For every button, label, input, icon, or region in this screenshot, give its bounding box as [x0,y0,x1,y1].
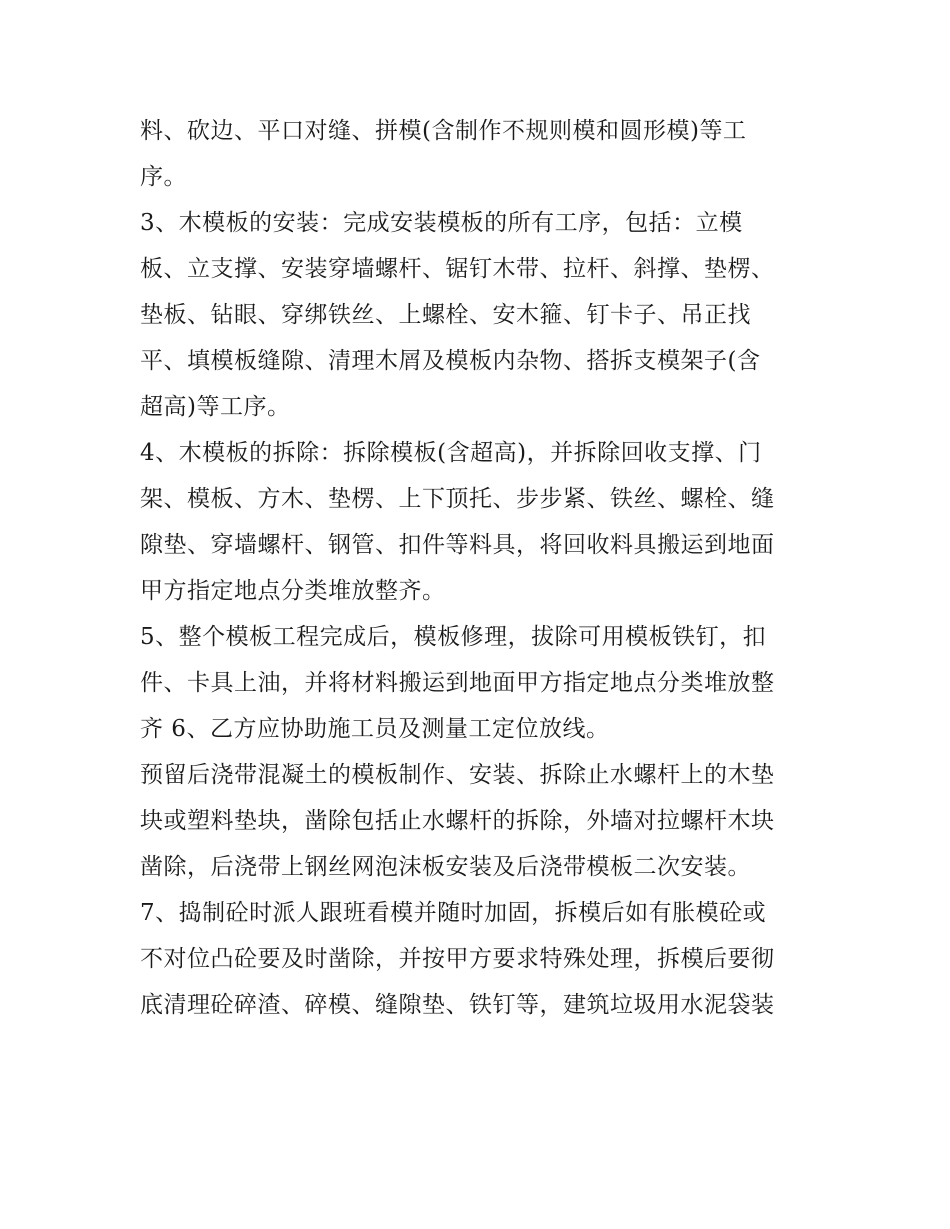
text-line: 齐 6、乙方应协助施工员及测量工定位放线。 [140,716,610,742]
text-line: 序。 [140,164,187,190]
text-line: 3、木模板的安装：完成安装模板的所有工序，包括：立模 [140,210,743,236]
text-line: 4、木模板的拆除：拆除模板(含超高)，并拆除回收支撑、门 [140,440,762,466]
text-line: 凿除，后浇带上钢丝网泡沫板安装及后浇带模板二次安装。 [140,854,751,880]
text-line: 平、填模板缝隙、清理木屑及模板内杂物、搭拆支模架子(含 [140,348,761,374]
text-line: 底清理砼碎渣、碎模、缝隙垫、铁钉等，建筑垃圾用水泥袋装 [140,992,775,1018]
text-line: 件、卡具上油，并将材料搬运到地面甲方指定地点分类堆放整 [140,670,775,696]
text-line: 垫板、钻眼、穿绑铁丝、上螺栓、安木箍、钉卡子、吊正找 [140,302,751,328]
text-line: 7、捣制砼时派人跟班看模并随时加固，拆模后如有胀模砼或 [140,900,767,926]
text-line: 料、砍边、平口对缝、拼模(含制作不规则模和圆形模)等工 [140,118,747,144]
text-line: 架、模板、方木、垫楞、上下顶托、步步紧、铁丝、螺栓、缝 [140,486,775,512]
text-line: 5、整个模板工程完成后，模板修理，拔除可用模板铁钉，扣 [140,624,767,650]
text-line: 不对位凸砼要及时凿除，并按甲方要求特殊处理，拆模后要彻 [140,946,775,972]
text-line: 预留后浇带混凝土的模板制作、安装、拆除止水螺杆上的木垫 [140,762,775,788]
text-line: 板、立支撑、安装穿墙螺杆、锯钉木带、拉杆、斜撑、垫楞、 [140,256,775,282]
text-line: 超高)等工序。 [140,394,291,420]
document-body [140,108,830,1028]
text-line: 块或塑料垫块，凿除包括止水螺杆的拆除，外墙对拉螺杆木块 [140,808,775,834]
text-line: 隙垫、穿墙螺杆、钢管、扣件等料具，将回收料具搬运到地面 [140,532,775,558]
text-line: 甲方指定地点分类堆放整齐。 [140,578,446,604]
